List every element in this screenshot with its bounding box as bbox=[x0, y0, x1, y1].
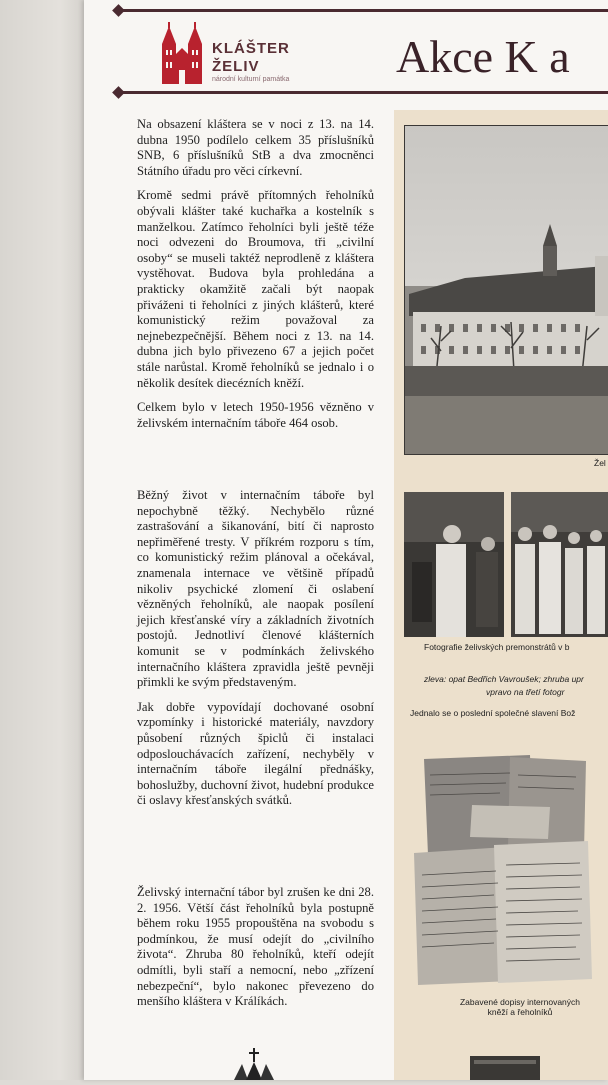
text-block-1 bbox=[137, 117, 374, 440]
logo-subtitle: národní kulturní památka bbox=[212, 76, 290, 83]
logo-title-line1: KLÁŠTER bbox=[212, 40, 290, 57]
logo-title bbox=[212, 40, 290, 76]
paragraph-5: Jak dobře vypovídají dochované osobní vzpomínky i historické materiály, navzdory působení různých špiclů či instalaci odposlouchávacích zařízení, nechyběly v internačním táboře ilegální přednášky, bohoslužby, duchovní život, hudební produkce či oslavy křesťanských svátků. bbox=[137, 699, 374, 808]
monastery-logo-icon bbox=[158, 22, 206, 84]
photo2-caption-line4: Jednalo se o poslední společné slavení Bož bbox=[410, 708, 576, 718]
logo-title-line2: ŽELIV bbox=[212, 58, 260, 75]
photo2-caption-line2: zleva: opat Bedřich Vavroušek; zhruba upr bbox=[424, 674, 584, 684]
letters-photo bbox=[410, 755, 596, 985]
monks-photo-right bbox=[511, 492, 608, 637]
photo1-caption: Žel bbox=[594, 458, 606, 468]
header-rule bbox=[118, 91, 608, 94]
text-block-3 bbox=[137, 885, 374, 1019]
photo2-caption-line1: Fotografie želivských premonstrátů v b bbox=[424, 642, 570, 652]
paragraph-2: Kromě sedmi právě přítomných řeholníků obývali klášter také kuchařka a kostelník s manželkou. Zatímco řeholníci byli ještě téže noci odvezeni do Broumova, tři „civilní osoby“ se museli taktéž neprodleně z kláštera vystěhovat. Budova byla prohledána a prakticky okamžitě začali být naopak přiváženi ti řeholníci z jiných klášterů, které komunistický režim považoval za nejnebezpečnější. Během noci z 13. na 14. dubna jich bylo přivezeno 67 a jejich počet stále narůstal. Kromě řeholníků se jednalo i o několik desítek diecézních kněží. bbox=[137, 188, 374, 390]
paragraph-3: Celkem bylo v letech 1950-1956 vězněno v želivském internačním táboře 464 osob. bbox=[137, 400, 374, 430]
text-block-2 bbox=[137, 488, 374, 818]
photo3-caption-line1: Zabavené dopisy internovaných bbox=[459, 997, 581, 1007]
cross-emblem-icon bbox=[226, 1046, 282, 1080]
bottom-object bbox=[440, 1050, 560, 1080]
photo2-caption-line3: vpravo na třetí fotogr bbox=[486, 687, 565, 697]
monks-photo-left bbox=[404, 492, 504, 637]
paragraph-1: Na obsazení kláštera se v noci z 13. na 14. dubna 1950 podílelo celkem 35 příslušníků SNB, 6 příslušníků StB a dva zmocněnci Státního úřadu pro věci církevní. bbox=[137, 117, 374, 178]
photo3-caption bbox=[440, 997, 600, 1017]
paragraph-4: Běžný život v internačním táboře byl nepochybně těžký. Nechybělo různé zastrašování a šikanování, bití či naprosto nepřiměřené tresty. V příkrém rozporu s tím, co komunistický režim plánoval a očekával, znamenala internace ve většině případů nikoliv psychické zlomení či oslabení vězněných řeholníků, ale naopak posílení jejich křesťanské víry a základních životních postojů. Jednotliví členové klášterních komunit se v podmínkách želivského internačního kláštera zpravidla ještě pevněji přimkli ke svým představeným. bbox=[137, 488, 374, 690]
paragraph-6: Želivský internační tábor byl zrušen ke dni 28. 2. 1956. Větší část řeholníků byla postupně během roku 1955 propouštěna na svobodu s podmínkou, že musí odejít do „civilního života“. Zhruba 80 řeholníků, kteří odejít odmítli, byli staří a nemocní, nebo „zřízení nebezpeční“, bylo nakonec převezeno do menšího kláštera v Králíkách. bbox=[137, 885, 374, 1009]
page-title: Akce K a bbox=[396, 31, 570, 82]
top-rule bbox=[118, 9, 608, 12]
photo3-caption-line2: kněží a řeholníků bbox=[487, 1007, 553, 1017]
monastery-photo bbox=[404, 125, 608, 455]
